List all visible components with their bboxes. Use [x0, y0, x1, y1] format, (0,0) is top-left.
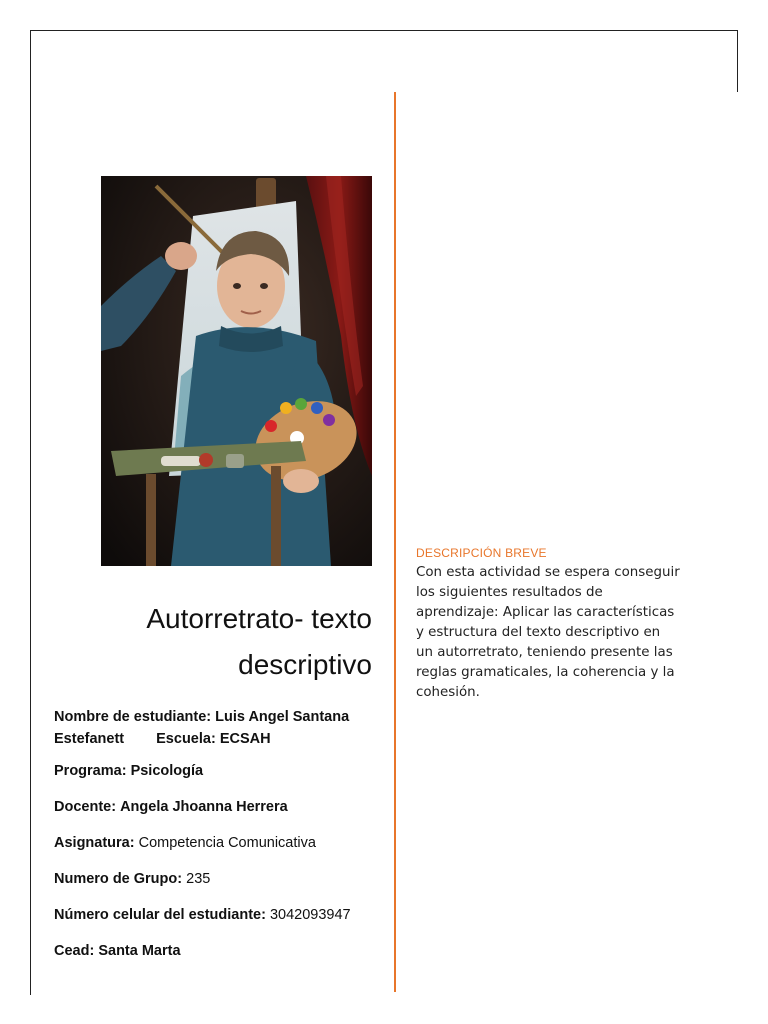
teacher-row: [54, 796, 374, 818]
student-name-row: [54, 706, 374, 750]
description-heading: DESCRIPCIÓN BREVE: [416, 546, 547, 560]
student-name-value-1: Luis Angel Santana: [215, 709, 350, 725]
student-name-value-2: Estefanett: [54, 731, 125, 747]
title-line-1: Autorretrato- texto: [146, 603, 372, 634]
page-border-right: [737, 30, 738, 92]
page-border-top: [30, 30, 738, 31]
description-line: y estructura del texto descriptivo en: [416, 625, 661, 640]
document-title: [60, 596, 372, 688]
phone-label: Número celular del estudiante:: [54, 907, 266, 923]
description-line: los siguientes resultados de: [416, 585, 603, 600]
column-divider: [394, 92, 396, 992]
student-info: [54, 706, 374, 976]
description-line: cohesión.: [416, 685, 480, 700]
student-name-label: Nombre de estudiante:: [54, 709, 212, 725]
phone-value: 3042093947: [269, 907, 351, 923]
description-line: aprendizaje: Aplicar las características: [416, 605, 675, 620]
program-value: Psicología: [130, 763, 204, 779]
subject-row: [54, 832, 374, 854]
subject-value: Competencia Comunicativa: [138, 835, 316, 851]
teacher-value: Angela Jhoanna Herrera: [120, 799, 288, 815]
cead-value: Santa Marta: [98, 943, 181, 959]
program-label: Programa:: [54, 763, 127, 779]
description-line: Con esta actividad se espera conseguir: [416, 565, 680, 580]
title-line-2: descriptivo: [238, 649, 372, 680]
short-description: [416, 545, 721, 703]
group-row: [54, 868, 374, 890]
description-line: un autorretrato, teniendo presente las: [416, 645, 673, 660]
school-value: ECSAH: [219, 731, 271, 747]
group-value: 235: [186, 871, 211, 887]
school-label: Escuela:: [156, 731, 216, 747]
cead-row: [54, 940, 374, 962]
page-border-left: [30, 30, 31, 995]
program-row: [54, 760, 374, 782]
description-body: [416, 563, 721, 703]
teacher-label: Docente:: [54, 799, 117, 815]
subject-label: Asignatura:: [54, 835, 135, 851]
cover-image: [101, 176, 372, 566]
cead-label: Cead:: [54, 943, 95, 959]
description-line: reglas gramaticales, la coherencia y la: [416, 665, 675, 680]
group-label: Numero de Grupo:: [54, 871, 183, 887]
phone-row: [54, 904, 374, 926]
